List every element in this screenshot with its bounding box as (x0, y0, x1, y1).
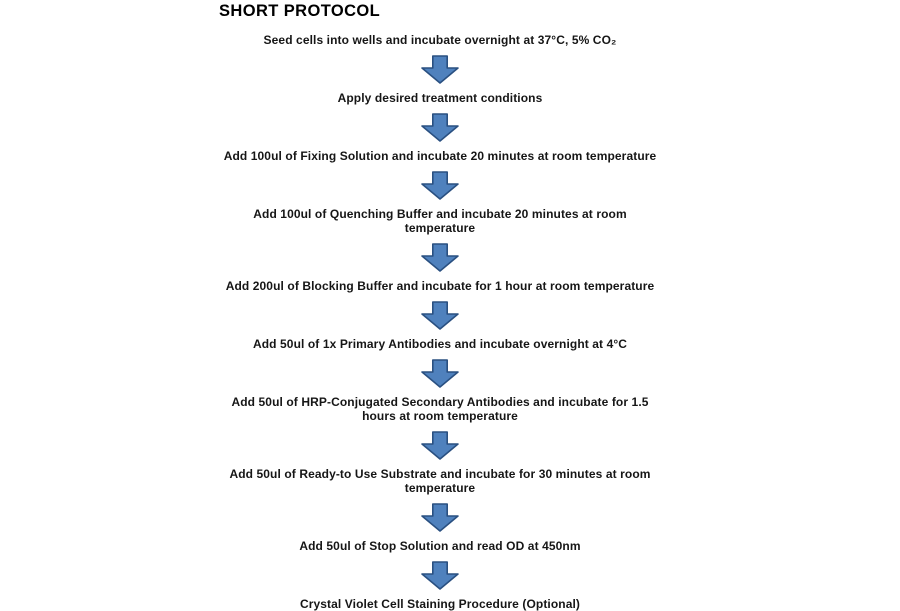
protocol-step-line: temperature (404, 221, 476, 235)
protocol-step (229, 467, 650, 495)
down-arrow-icon (421, 171, 459, 200)
protocol-flow (130, 33, 750, 611)
protocol-step (253, 337, 627, 351)
protocol-step-line: Add 200ul of Blocking Buffer and incubate for 1 hour at room temperature (225, 279, 655, 293)
protocol-step-line: Add 50ul of Stop Solution and read OD at 450nm (299, 539, 581, 553)
protocol-step (253, 207, 626, 235)
down-arrow-icon (421, 561, 459, 590)
protocol-step-line: Crystal Violet Cell Staining Procedure (Optional) (299, 597, 581, 611)
protocol-step-line: Add 50ul of Ready-to Use Substrate and incubate for 30 minutes at room (229, 467, 651, 481)
protocol-step (224, 149, 657, 163)
down-arrow-icon (421, 503, 459, 532)
protocol-step-line: temperature (404, 481, 476, 495)
down-arrow-icon (421, 359, 459, 388)
protocol-step (226, 279, 655, 293)
down-arrow-icon (421, 55, 459, 84)
page-title: SHORT PROTOCOL (219, 2, 381, 20)
protocol-step (299, 539, 580, 553)
protocol-step-line: Add 100ul of Quenching Buffer and incubate 20 minutes at room (253, 207, 627, 221)
protocol-step-line: Seed cells into wells and incubate overnight at 37°C, 5% CO₂ (263, 33, 617, 47)
protocol-step-line: Add 100ul of Fixing Solution and incubate 20 minutes at room temperature (223, 149, 657, 163)
protocol-step-line: Add 50ul of 1x Primary Antibodies and incubate overnight at 4°C (252, 337, 628, 351)
down-arrow-icon (421, 301, 459, 330)
protocol-step-line: Add 50ul of HRP-Conjugated Secondary Antibodies and incubate for 1.5 (231, 395, 649, 409)
protocol-step (231, 395, 648, 423)
protocol-step (338, 91, 543, 105)
down-arrow-icon (421, 113, 459, 142)
protocol-step-line: hours at room temperature (362, 409, 518, 423)
down-arrow-icon (421, 243, 459, 272)
down-arrow-icon (421, 431, 459, 460)
protocol-step-line: Apply desired treatment conditions (337, 91, 543, 105)
protocol-step (300, 597, 580, 611)
protocol-step (264, 33, 617, 47)
